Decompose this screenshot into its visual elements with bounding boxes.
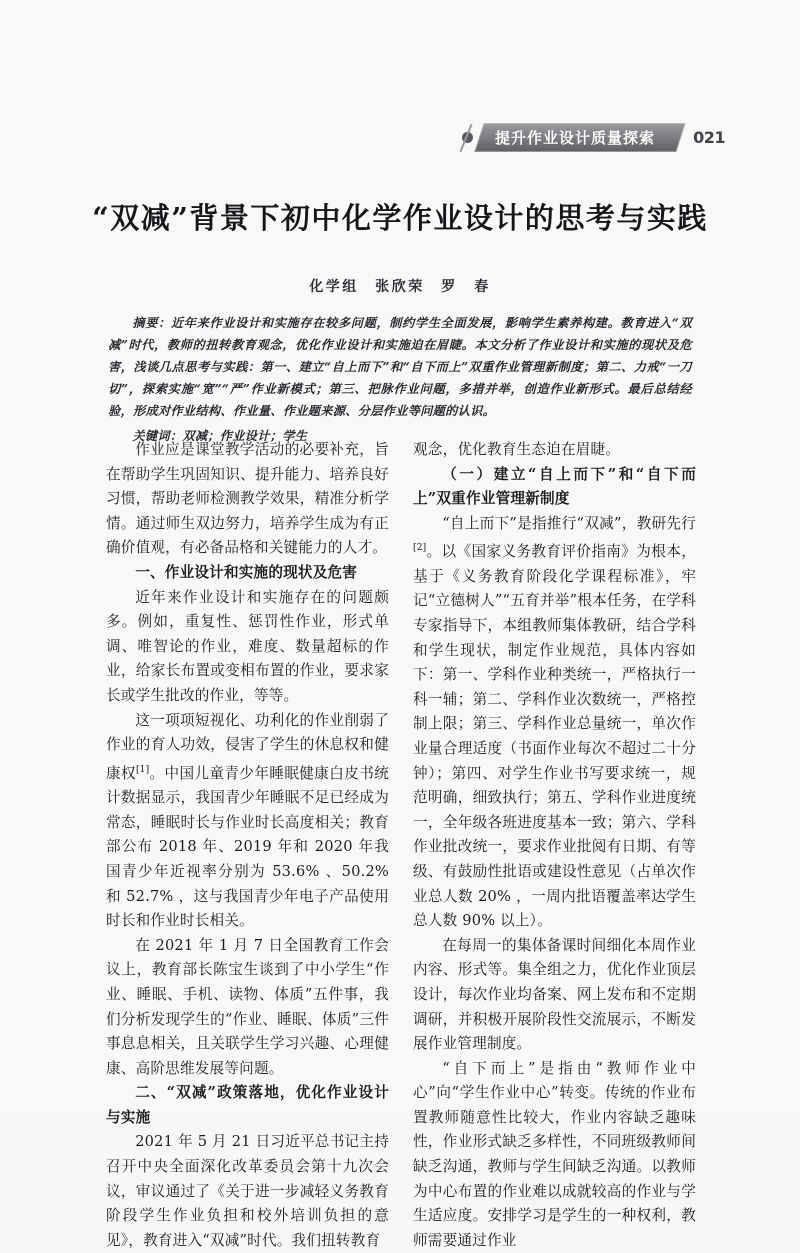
left-column [106,438,390,1249]
abstract-text: 近年来作业设计和实施存在较多问题，制约学生全面发展，影响学生素养构建。教育进入“双减”时代，教师的扭转教育观念，优化作业设计和实施迫在眉睫。本文分析了作业设计和实施的现状及危害，浅谈几点思考与实践：第一、建立“自上而下”和“自下而上”双重作业管理新制度；第二、力戒“一刀切”，探索实施“宽”“严”作业新模式；第三、把脉作业问题，多措并举，创造作业新形式。最后总结经验，形成对作业结构、作业量、作业题来源、分层作业等问题的认识。 [108,316,693,418]
section-heading: （一）建立“自上而下”和“自下而上”双重作业管理新制度 [413,465,696,508]
running-head-band-text: 提升作业设计质量探索 [495,128,656,147]
running-head [0,116,800,158]
paragraph-continuation: 观念，优化教育生态迫在眉睫。 [413,441,621,458]
section-heading: 二、“双减”政策落地，优化作业设计与实施 [106,1084,389,1126]
keywords-text: 双减；作业设计；学生 [182,429,308,443]
section-heading: 一、作业设计和实施的现状及危害 [135,563,358,581]
footnote-marker: [2] [413,543,427,554]
abstract-label: 摘要： [132,316,171,330]
abstract-paragraph [108,312,692,422]
body-paragraph: “自上而下”是指推行“双减”，教研先行[2]。以《国家义务教育评价指南》为根本，基于《义务教育阶段化学课程标准》，牢记“立德树人”“五育并举”根本任务，在学科专家指导下，本组教师集体教研，结合学科和学生现状，制定作业规范，具体内容如下：第一、学科作业种类统一，严格执行一科一辅；第二、学科作业次数统一，严格控制上限；第三、学科作业总量统一，单次作业量合理适度（书面作业每次不超过二十分钟）；第四、对学生作业书写要求统一，规范明确，细致执行；第五、学科作业进度统一，全年级各班进度基本一致；第六、学科作业批改统一，要求作业批阅有日期、有等级、有鼓励性批语或建设性意见（占单次作业总人数 20% ，一周内批语覆盖率达学生总人数 90% 以上）。 [413,514,696,930]
running-head-band [474,123,685,152]
article-title: “双减”背景下初中化学作业设计的思考与实践 [92,201,708,235]
body-paragraph: 2021 年 5 月 21 日习近平总书记主持召开中央全面深化改革委员会第十九次会议，审议通过了《关于进一步减轻义务教育阶段学生作业负担和校外培训负担的意见》，教育进入“双减”时代。我们扭转教育 [106,1133,389,1249]
page-number: 021 [693,127,725,147]
article-authors: 化学组 张欣荣 罗 春 [309,279,491,295]
body-paragraph: “自下而上”是指由“教师作业中心”向“学生作业中心”转变。传统的作业布置教师随意性比较大，作业内容缺乏趣味性，作业形式缺乏多样性，不同班级教师间缺乏沟通，教师与学生间缺乏沟通。以教师为中心布置的作业难以成就较高的作业与学生适应度。安排学习是学生的一种权利，教师需要通过作业 [413,1059,696,1249]
body-paragraph: 这一项项短视化、功利化的作业削弱了作业的育人功效，侵害了学生的休息权和健康权[1]。中国儿童青少年睡眠健康白皮书统计数据显示，我国青少年睡眠不足已经成为常态，睡眠时长与作业时长高度相关；教育部公布 2018 年、2019 年和 2020 年我国青少年近视率分别为 53.6% 、50.2% 和 52.7% ，这与我国青少年电子产品使用时长和作业时长相关。 [106,711,390,930]
body-paragraph: 近年来作业设计和实施存在的问题颇多。例如，重复性、惩罚性作业，形式单调、唯智论的作业，难度、数量超标的作业，给家长布置或变相布置的作业，要求家长或学生批改的作业，等等。 [106,588,389,704]
decorative-dot-icon [462,132,473,143]
footnote-marker: [1] [135,764,150,775]
running-head-inner [462,116,725,158]
abstract-block [108,312,692,450]
decorative-slash-icon [460,123,473,152]
body-paragraph: 在 2021 年 1 月 7 日全国教育工作会议上，教育部长陈宝生谈到了中小学生“作业、睡眠、手机、读物、体质”五件事，我们分析发现学生的“作业、睡眠、体质”三件事息息相关，且关联学生学习兴趣、心理健康、高阶思维发展等问题。 [106,936,389,1077]
body-paragraph: 在每周一的集体备课时间细化本周作业内容、形式等。集全组之力，优化作业顶层设计，每次作业均备案、网上发布和不定期调研，并积极开展阶段性交流展示，不断发展作业管理制度。 [413,936,696,1053]
body-columns [106,438,696,1249]
body-paragraph: 作业应是课堂教学活动的必要补充，旨在帮助学生巩固知识、提升能力、培养良好习惯，帮助老师检测教学效果，精准分析学情。通过师生双边努力，培养学生成为有正确价值观，有必备品格和关键能力的人才。 [106,441,389,557]
right-column [413,438,696,1249]
keywords-label: 关键词： [132,429,183,443]
